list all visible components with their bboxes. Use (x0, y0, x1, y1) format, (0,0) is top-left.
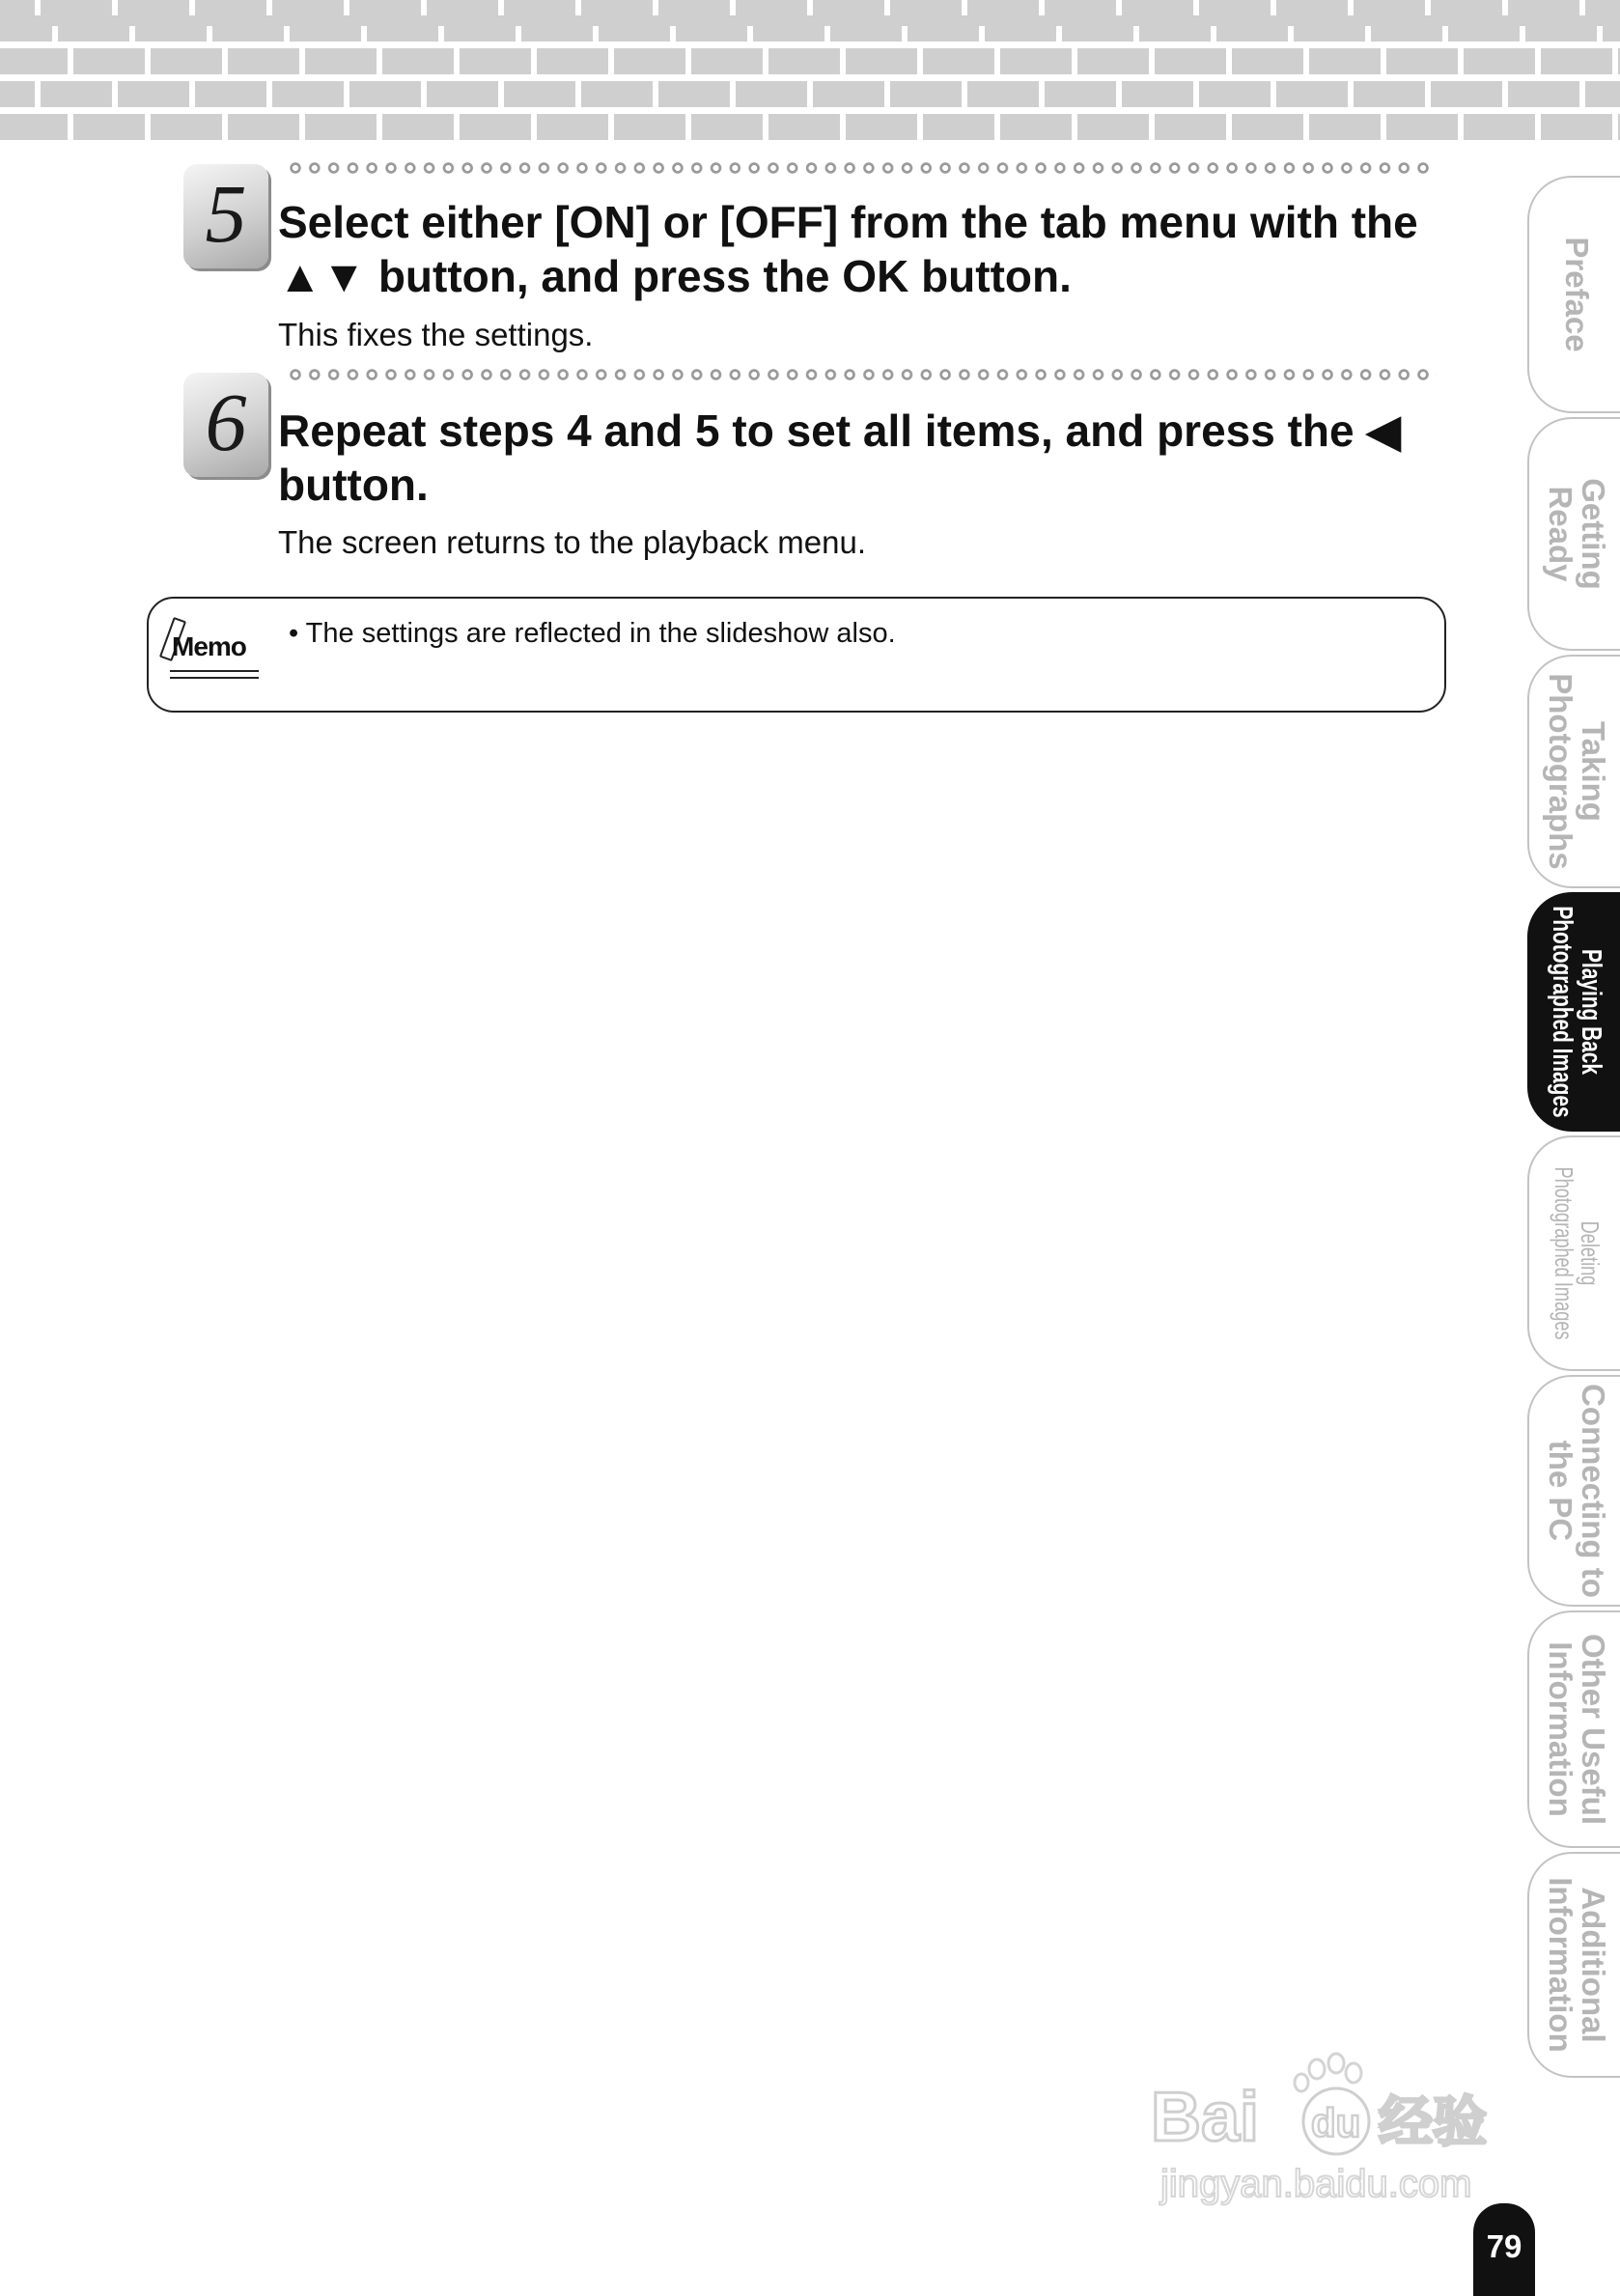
svg-text:经验: 经验 (1379, 2091, 1487, 2154)
svg-text:Bai: Bai (1151, 2079, 1260, 2156)
step-description: This fixes the settings. (278, 317, 594, 352)
step-number: 6 (205, 376, 247, 468)
side-tab-taking-photographs[interactable] (1527, 655, 1620, 888)
baidu-watermark-logo (1147, 2052, 1514, 2216)
side-tab-label: Playing Back Photographed Images (1547, 906, 1606, 1118)
side-tab-label: Other Useful Information (1543, 1633, 1611, 1826)
step-title (278, 404, 1456, 512)
step-number-badge (183, 164, 268, 268)
side-tab-connecting-pc[interactable] (1527, 1375, 1620, 1607)
memo-label: Memo (172, 631, 246, 661)
side-tab-label: Taking Photographs (1543, 673, 1611, 870)
step-title-line: Select either [ON] or [OFF] from the tab menu with the (278, 197, 1418, 247)
memo-box (147, 597, 1446, 713)
side-tab-label: Preface (1559, 237, 1595, 352)
side-tab-label: Getting Ready (1543, 478, 1611, 590)
step-number-badge (183, 373, 268, 477)
dotted-separator (290, 369, 1437, 380)
side-tab-preface[interactable] (1527, 176, 1620, 413)
side-tab-additional[interactable] (1527, 1852, 1620, 2078)
side-tab-deleting[interactable] (1527, 1135, 1620, 1371)
side-tab-label: Connecting to the PC (1543, 1384, 1611, 1598)
side-tab-other-useful[interactable] (1527, 1610, 1620, 1848)
step-title-line: button. (278, 460, 429, 510)
step-title (278, 195, 1456, 303)
step-title-line: Repeat steps 4 and 5 to set all items, and press the ◀ (278, 406, 1401, 456)
brick-header-pattern (0, 0, 1620, 140)
svg-text:du: du (1311, 2100, 1361, 2145)
page-number-tab (1473, 2203, 1535, 2296)
side-tab-label: Additional Information (1543, 1877, 1611, 2053)
side-tab-playing-back[interactable] (1527, 892, 1620, 1132)
memo-text: • The settings are reflected in the slideshow also. (289, 618, 896, 649)
memo-underline (170, 670, 259, 679)
step-title-line: ▲▼ button, and press the OK button. (278, 251, 1072, 301)
svg-text:jingyan.baidu.com: jingyan.baidu.com (1160, 2163, 1472, 2205)
side-tab-label: Deleting Photographed Images (1550, 1166, 1605, 1340)
side-tab-getting-ready[interactable] (1527, 417, 1620, 651)
page-number: 79 (1486, 2228, 1522, 2264)
dotted-separator (290, 162, 1437, 174)
step-number: 5 (205, 167, 247, 260)
step-description: The screen returns to the playback menu. (278, 524, 866, 560)
